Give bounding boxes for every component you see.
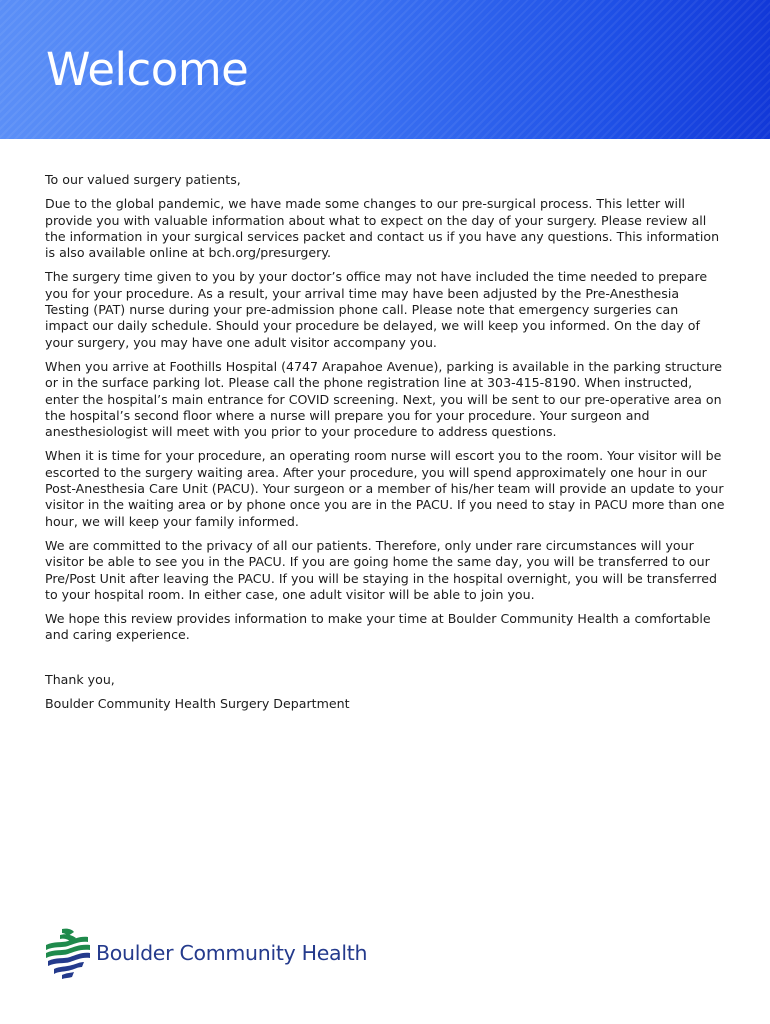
paragraph-surgery-time: The surgery time given to you by your doctor’s office may not have included the time needed to prepare you for your procedure. As a result, your arrival time may have been adjusted by the Pre-Anesthesia Testing (PAT) nurse during your pre-admission phone call. Please note that emergency surgeries can impact our daily schedule. Should your procedure be delayed, we will keep you informed. On the day of your surgery, you may have one adult visitor accompany you.	[45, 269, 708, 350]
letter-body	[45, 172, 725, 652]
paragraph-closing-remark: We hope this review provides information to make your time at Boulder Community Health a comfortable and caring experience.	[45, 611, 711, 643]
page-title: Welcome	[46, 43, 249, 96]
paragraph-privacy: We are committed to the privacy of all our patients. Therefore, only under rare circumstances will your visitor be able to see you in the PACU. If you are going home the same day, you will be transferred to our Pre/Post Unit after leaving the PACU. If you will be staying in the hospital overnight, you will be transferred to your hospital room. In either case, one adult visitor will be able to join you.	[45, 537, 717, 602]
logo-wordmark: Boulder Community Health	[96, 941, 368, 965]
bch-logo	[44, 926, 367, 980]
paragraph-pandemic-changes: Due to the global pandemic, we have made some changes to our pre-surgical process. This letter will provide you with valuable information about what to expect on the day of your surgery. Please review all the information in your surgical services packet and contact us if you have any questions. This information is also available online at bch.org/presurgery.	[45, 196, 720, 261]
signature: Boulder Community Health Surgery Department	[45, 696, 350, 712]
closing: Thank you,	[45, 672, 115, 687]
salutation: To our valued surgery patients,	[45, 172, 241, 187]
header-banner	[0, 0, 770, 139]
signoff	[45, 672, 725, 721]
paragraph-procedure: When it is time for your procedure, an operating room nurse will escort you to the room. Your visitor will be escorted to the surgery waiting area. After your procedure, you will spend approximately one hour in our Post-Anesthesia Care Unit (PACU). Your surgeon or a member of his/her team will provide an update to your visitor in the waiting area or by phone once you are in the PACU. If you need to stay in PACU more than one hour, we will keep your family informed.	[45, 448, 725, 529]
bch-cross-logo-icon	[44, 927, 92, 979]
paragraph-arrival: When you arrive at Foothills Hospital (4747 Arapahoe Avenue), parking is available in the parking structure or in the surface parking lot. Please call the phone registration line at 303-415-8190. When instructed, enter the hospital’s main entrance for COVID screening. Next, you will be sent to our pre-operative area on the hospital’s second floor where a nurse will prepare you for your procedure. Your surgeon and anesthesiologist will meet with you prior to your procedure to address questions.	[45, 358, 722, 440]
